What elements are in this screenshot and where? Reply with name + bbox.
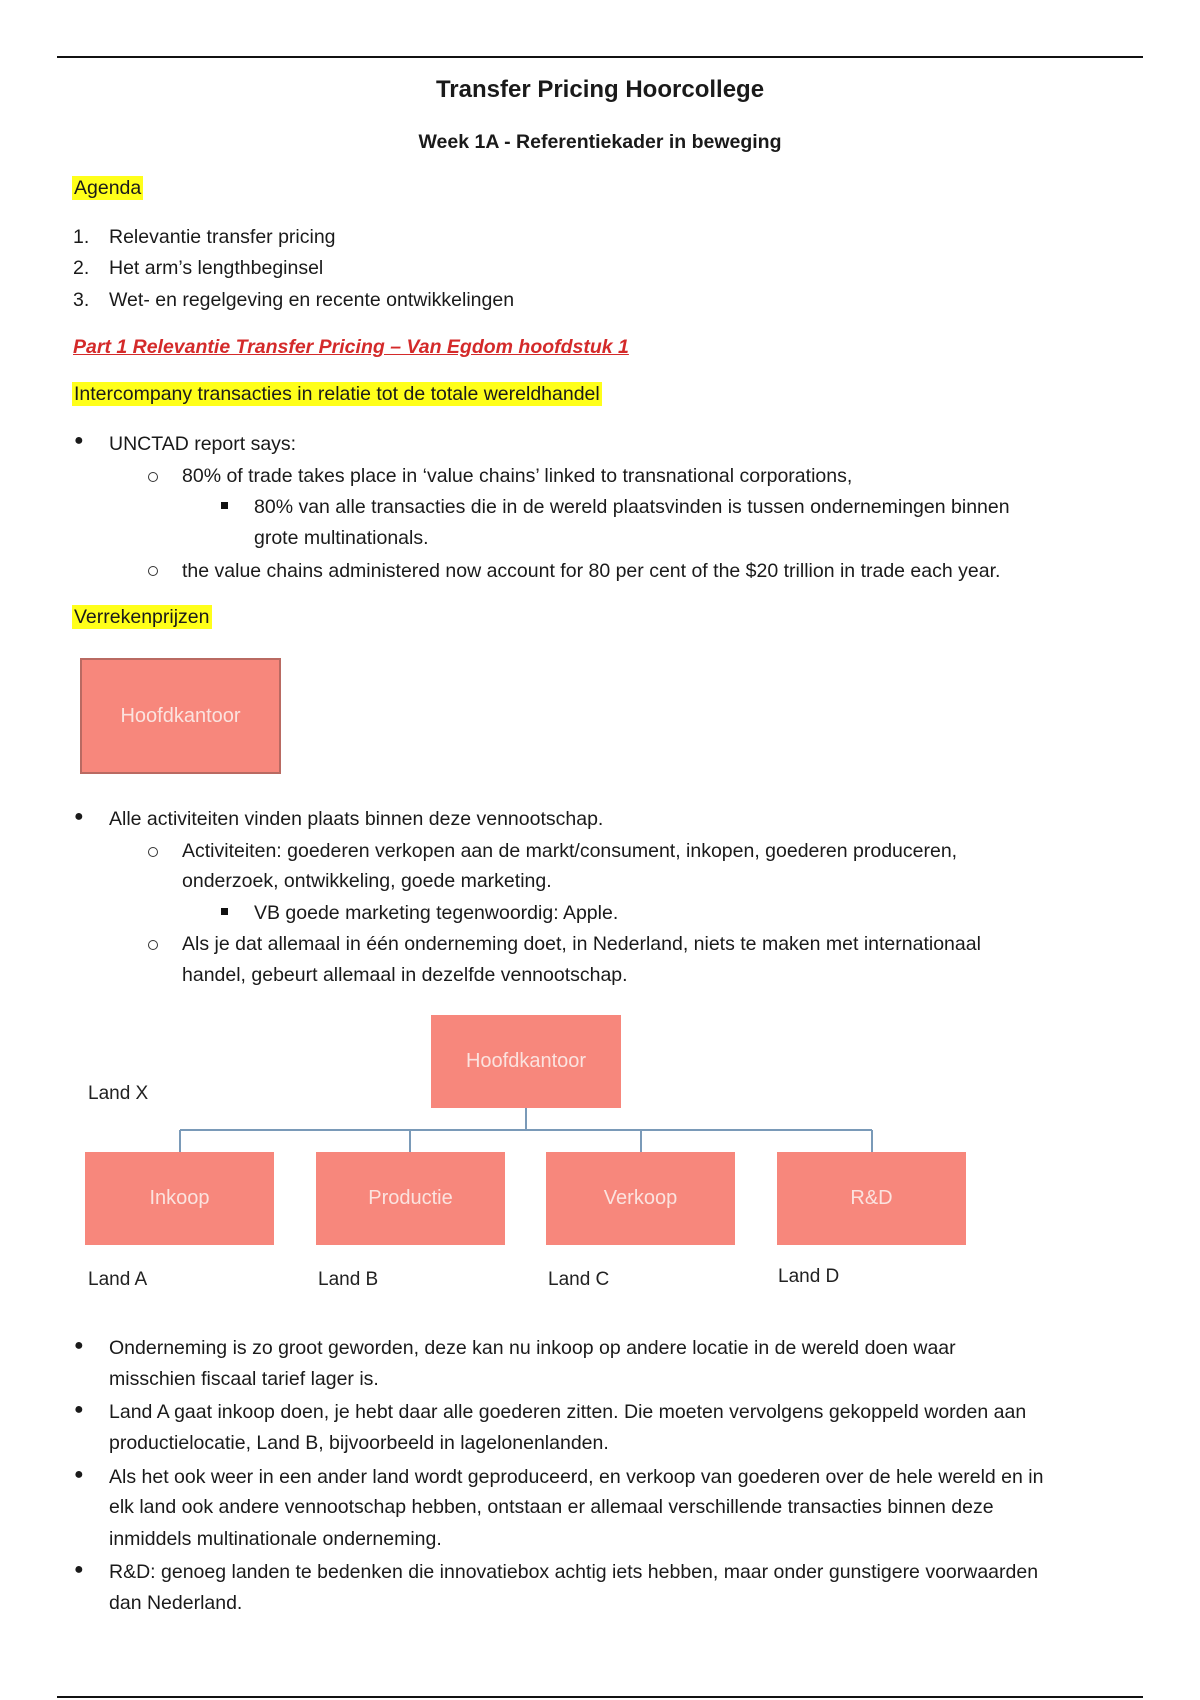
verkoop-box [546, 1152, 735, 1245]
bullet-dot: ● [74, 432, 84, 449]
agenda-item-1-text: Relevantie transfer pricing [109, 226, 336, 248]
section3-b4-line2: dan Nederland. [109, 1592, 243, 1614]
unctad-sub1: 80% of trade takes place in ‘value chains’ linked to transnational corporations, [182, 465, 853, 487]
inkoop-label: Inkoop [149, 1187, 210, 1209]
page-subtitle: Week 1A - Referentiekader in beweging [418, 131, 782, 153]
agenda-item-2-text: Het arm’s lengthbeginsel [109, 257, 324, 279]
land-a-label: Land A [88, 1269, 148, 1290]
productie-box [316, 1152, 505, 1245]
section2-sub2-line1: Als je dat allemaal in één onderneming doet, in Nederland, niets te maken met internationaal [182, 933, 981, 955]
bullet-dot: ● [74, 1561, 84, 1578]
inkoop-box [85, 1152, 274, 1245]
land-b-label: Land B [318, 1269, 379, 1290]
part1-heading: Part 1 Relevantie Transfer Pricing – Van Egdom hoofdstuk 1 [73, 336, 629, 358]
section2-bullet: Alle activiteiten vinden plaats binnen deze vennootschap. [109, 808, 604, 830]
agenda-item-1: 1. [73, 226, 90, 248]
section3-b1-line1: Onderneming is zo groot geworden, deze kan nu inkoop op andere locatie in de wereld doen waar [109, 1337, 956, 1359]
rd-label: R&D [850, 1187, 893, 1209]
land-x-label: Land X [88, 1083, 149, 1104]
agenda-item-3-text: Wet- en regelgeving en recente ontwikkelingen [109, 289, 515, 311]
diagram2-hoofdkantoor-box [431, 1015, 621, 1108]
unctad-bullet: UNCTAD report says: [109, 433, 297, 455]
productie-label: Productie [368, 1187, 453, 1209]
section3-b4-line1: R&D: genoeg landen te bedenken die innovatiebox achtig iets hebben, maar onder gunstigere voorwaarden [109, 1561, 1039, 1583]
unctad-sub2: the value chains administered now account for 80 per cent of the $20 trillion in trade each year. [182, 560, 1001, 582]
bottom-rule [57, 1696, 1143, 1698]
bullet-dot: ● [74, 1466, 84, 1483]
section3-b3-line3: inmiddels multinationale onderneming. [109, 1528, 442, 1550]
diagram1-box-label: Hoofdkantoor [120, 704, 241, 727]
land-d-label: Land D [778, 1266, 840, 1287]
section3-b2-line2: productielocatie, Land B, bijvoorbeeld in lagelonenlanden. [109, 1432, 609, 1454]
section2-sub1a: VB goede marketing tegenwoordig: Apple. [254, 902, 619, 924]
section3-b3-line1: Als het ook weer in een ander land wordt geproduceerd, en verkoop van goederen over de hele wereld en in [109, 1466, 1044, 1488]
section2-sub1-line2: onderzoek, ontwikkeling, goede marketing. [182, 870, 552, 892]
agenda-heading: Agenda [74, 177, 142, 199]
verrekenprijzen-heading: Verrekenprijzen [74, 606, 210, 628]
section2-sub1-line1: Activiteiten: goederen verkopen aan de markt/consument, inkopen, goederen produceren, [182, 840, 958, 862]
agenda-item-3: 3. [73, 289, 90, 311]
section3-b3-line2: elk land ook andere vennootschap hebben, ontstaan er allemaal verschillende transacties binnen deze [109, 1496, 994, 1518]
intercompany-heading: Intercompany transacties in relatie tot de totale wereldhandel [74, 383, 600, 405]
bullet-dot: ● [74, 1401, 84, 1418]
land-c-label: Land C [548, 1269, 610, 1290]
verkoop-label: Verkoop [603, 1187, 678, 1209]
bullet-dot: ● [74, 1337, 84, 1354]
rd-box [777, 1152, 966, 1245]
unctad-sub1a-line1: 80% van alle transacties die in de wereld plaatsvinden is tussen ondernemingen binnen [254, 496, 1010, 518]
unctad-sub1a-line2: grote multinationals. [254, 527, 429, 549]
bullet-dot: ● [74, 808, 84, 825]
section2-sub2-line2: handel, gebeurt allemaal in dezelfde vennootschap. [182, 964, 628, 986]
page-title: Transfer Pricing Hoorcollege [435, 76, 765, 103]
section3-b2-line1: Land A gaat inkoop doen, je hebt daar alle goederen zitten. Die moeten vervolgens gekoppeld worden aan [109, 1401, 1027, 1423]
agenda-item-2: 2. [73, 257, 90, 279]
section3-b1-line2: misschien fiscaal tarief lager is. [109, 1368, 379, 1390]
diagram2-top-label: Hoofdkantoor [465, 1050, 587, 1072]
